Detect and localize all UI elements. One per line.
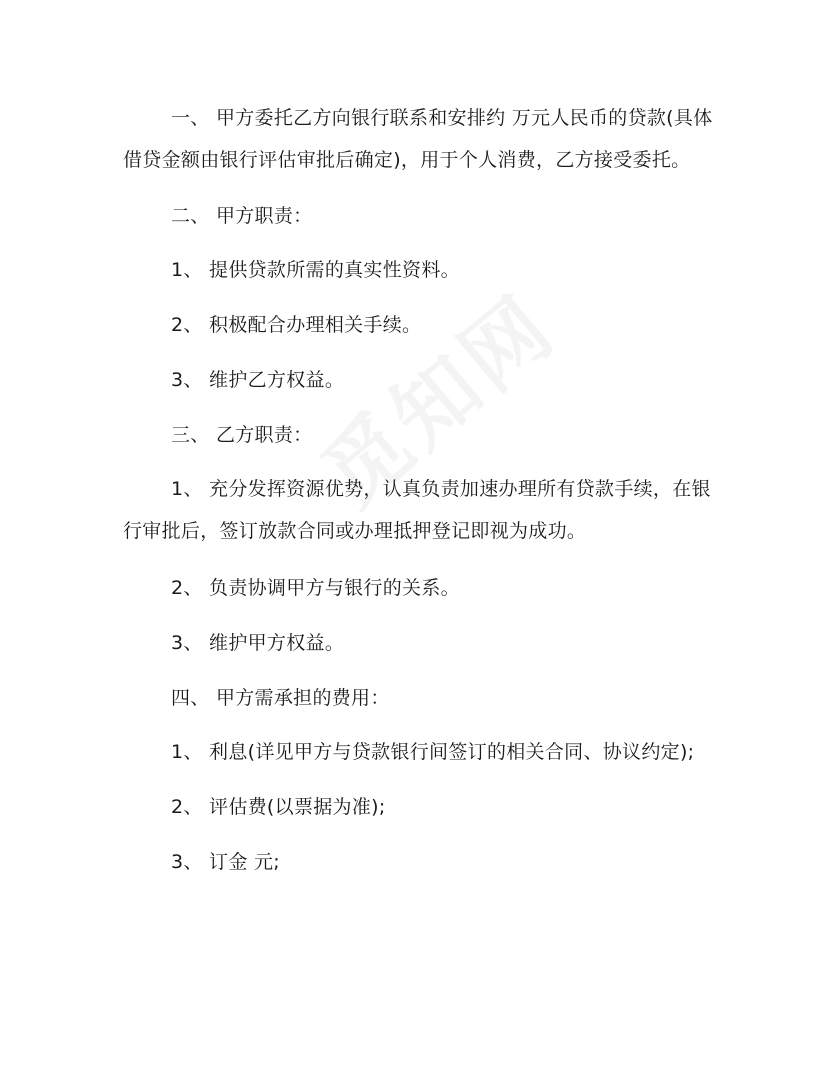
section-heading-2: 二、 甲方职责： (171, 205, 313, 227)
section-heading-3: 三、 乙方职责： (171, 424, 313, 446)
list-item: 3、 维护甲方权益。 (171, 632, 345, 654)
list-item: 1、 利息(详见甲方与贷款银行间签订的相关合同、协议约定); (171, 741, 695, 763)
list-item: 3、 订金 元; (171, 851, 280, 873)
list-item: 2、 评估费(以票据为准); (171, 796, 386, 818)
list-item: 3、 维护乙方权益。 (171, 369, 345, 391)
paragraph-1: 一、 甲方委托乙方向银行联系和安排约 万元人民币的贷款(具体借贷金额由银行评估审批后确定)，用于个人消费，乙方接受委托。 (123, 107, 713, 171)
list-item: 1、 充分发挥资源优势，认真负责加速办理所有贷款手续，在银行审批后，签订放款合同或办理抵押登记即视为成功。 (123, 478, 711, 542)
list-item: 1、 提供贷款所需的真实性资料。 (171, 259, 460, 281)
list-item: 2、 负责协调甲方与银行的关系。 (171, 577, 460, 599)
list-item: 2、 积极配合办理相关手续。 (171, 314, 422, 336)
section-heading-4: 四、 甲方需承担的费用： (171, 687, 390, 709)
